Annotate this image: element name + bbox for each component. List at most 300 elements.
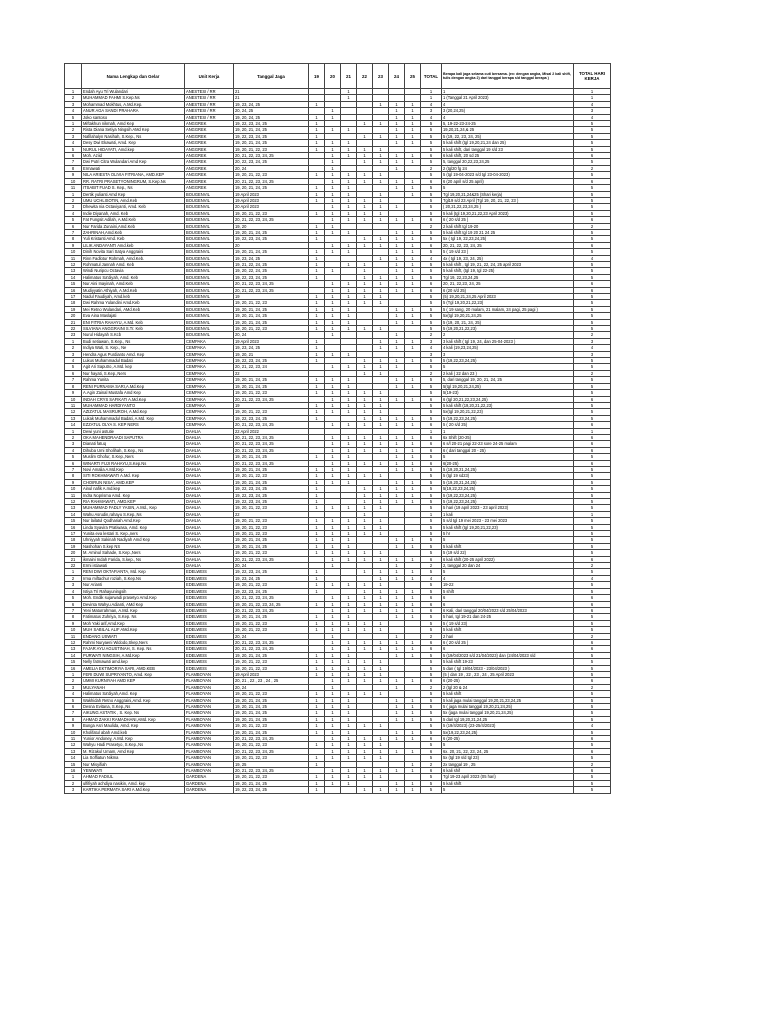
tanggal-jaga: 20, 22, 23, 24, 25 xyxy=(234,159,309,165)
tanggal-jaga: 20, 21, 22, 23, 24, 25 xyxy=(234,447,309,453)
unit-kerja: ANGGREK xyxy=(185,153,234,159)
day-21-mark: 1 xyxy=(341,748,357,754)
keterangan-cell: 3 (20,24,25) xyxy=(442,108,574,114)
staff-name: RENI DWI OKTAFIANTA, Md. Kep xyxy=(82,569,185,575)
keterangan-cell: 5 dari tgl 19,20,21,24,25 xyxy=(442,716,574,722)
total-cell: 5 xyxy=(421,531,442,537)
row-number: 13 xyxy=(65,415,82,421)
day-19-mark: 1 xyxy=(309,505,325,511)
tanggal-jaga: 20, 21, 22, 23, 24, 25 xyxy=(234,595,309,601)
keterangan-cell: 4 xyxy=(442,575,574,581)
day-21-mark: 1 xyxy=(341,614,357,620)
day-22-mark: 1 xyxy=(357,550,373,556)
day-25-mark: 1 xyxy=(405,537,421,543)
day-23-mark: 1 xyxy=(373,441,389,447)
keterangan-cell: 5 kali shift (tgl 19,20,21,22,23) xyxy=(442,524,574,530)
day-25-mark: 1 xyxy=(405,466,421,472)
total-cell: 5 xyxy=(421,524,442,530)
total-hari-cell: 3 xyxy=(574,338,611,344)
day-24-mark: 1 xyxy=(389,313,405,319)
day-23-mark: 1 xyxy=(373,422,389,428)
staff-name: Mudiyyatin Athiyah, A.Md.Keb xyxy=(82,287,185,293)
row-number: 2 xyxy=(65,434,82,440)
unit-kerja: ANGGREK xyxy=(185,140,234,146)
unit-kerja: ANESTESI / RR xyxy=(185,89,234,95)
row-number: 10 xyxy=(65,178,82,184)
row-number: 8 xyxy=(65,165,82,171)
day-22-mark: 1 xyxy=(357,486,373,492)
unit-kerja: CEMPAKA xyxy=(185,383,234,389)
day-25-mark: 1 xyxy=(405,697,421,703)
staff-name: Nur hayati, S.Kep.,Ners xyxy=(82,370,185,376)
day-22-mark: 1 xyxy=(357,287,373,293)
tanggal-jaga: 19, 20, 21, 24, 25 xyxy=(234,716,309,722)
staff-name: Lukus Muhammadul Badati xyxy=(82,358,185,364)
unit-kerja: EDELWEIS xyxy=(185,569,234,575)
unit-kerja: FLAMBOYAN xyxy=(185,691,234,697)
total-hari-cell: 5 xyxy=(574,294,611,300)
total-hari-cell: 1 xyxy=(574,89,611,95)
day-22-mark: 1 xyxy=(357,326,373,332)
day-22-mark: 1 xyxy=(357,121,373,127)
unit-kerja: FLAMBOYAN xyxy=(185,684,234,690)
staff-name: Irma miftachur roziah, S.Kep.Ns xyxy=(82,575,185,581)
total-cell: 5 xyxy=(421,691,442,697)
day-24-mark: 1 xyxy=(389,396,405,402)
day-20-mark: 1 xyxy=(325,614,341,620)
row-number: 13 xyxy=(65,268,82,274)
day-20-mark: 1 xyxy=(325,659,341,665)
day-22-mark: 1 xyxy=(357,569,373,575)
row-number: 13 xyxy=(65,748,82,754)
staff-name: Endah Ayu Tri Wulandari xyxy=(82,89,185,95)
day-20-mark: 1 xyxy=(325,402,341,408)
row-number: 3 xyxy=(65,582,82,588)
day-24-mark: 1 xyxy=(389,646,405,652)
staff-name: Ermi istiawati xyxy=(82,563,185,569)
row-number: 2 xyxy=(65,780,82,786)
day-23-mark: 1 xyxy=(373,415,389,421)
day-19-mark: 1 xyxy=(309,659,325,665)
total-hari-cell: 5 xyxy=(574,300,611,306)
tanggal-jaga: 19, 20, 21, 24, 25 xyxy=(234,185,309,191)
day-24-mark: 1 xyxy=(389,768,405,774)
total-cell: 5 xyxy=(421,210,442,216)
day-19-mark: 1 xyxy=(309,351,325,357)
row-number: 4 xyxy=(65,358,82,364)
day-24-mark: 1 xyxy=(389,319,405,325)
day-19-mark: 1 xyxy=(309,377,325,383)
staff-name: MUHAMMAD HARDIYANTO xyxy=(82,402,185,408)
day-21-mark: 1 xyxy=(341,742,357,748)
row-number: 10 xyxy=(65,627,82,633)
day-21-mark: 1 xyxy=(341,524,357,530)
total-cell: 5 xyxy=(421,659,442,665)
day-21-mark: 1 xyxy=(341,671,357,677)
tanggal-jaga: 22 April 2022 xyxy=(234,428,309,434)
header-ket: Berapa kali jaga selama cuti bersama. (ex: dengan angka, Misal 2 kali shift, tulis dengan angka 2) dari tanggal berapa s/d tanggal berapa ) xyxy=(442,64,574,89)
row-number: 19 xyxy=(65,306,82,312)
row-number: 16 xyxy=(65,287,82,293)
day-24-mark: 1 xyxy=(389,178,405,184)
row-number: 11 xyxy=(65,492,82,498)
day-22-mark: 1 xyxy=(357,678,373,684)
day-25-mark: 1 xyxy=(405,383,421,389)
tanggal-jaga: 19, 20, 22, 24, 25 xyxy=(234,268,309,274)
total-hari-cell: 6 xyxy=(574,646,611,652)
total-hari-cell: 5 xyxy=(574,454,611,460)
staff-name: AZIZATUL MASRUROH, A.Md.Kep xyxy=(82,409,185,415)
unit-kerja: BOUGENVIL xyxy=(185,261,234,267)
day-21-mark: 1 xyxy=(341,409,357,415)
day-21-mark: 1 xyxy=(341,319,357,325)
tanggal-jaga: 20, 21, 22, 23, 24 xyxy=(234,364,309,370)
day-19-mark: 1 xyxy=(309,704,325,710)
unit-kerja: DAHLIA xyxy=(185,466,234,472)
day-21-mark: 1 xyxy=(341,172,357,178)
unit-kerja: BOUGENVIL xyxy=(185,229,234,235)
staff-name: Rista Diana Setiya Ningsih AMd Kep xyxy=(82,127,185,133)
day-19-mark: 1 xyxy=(309,140,325,146)
unit-kerja: DAHLIA xyxy=(185,505,234,511)
day-19-mark: 1 xyxy=(309,454,325,460)
staff-name: Nurul Hidayah S.Kcb xyxy=(82,332,185,338)
total-hari-cell: 6 xyxy=(574,768,611,774)
total-cell: 5 xyxy=(421,780,442,786)
keterangan-cell: 5 (tgl 19 sd23) xyxy=(442,473,574,479)
day-22-mark: 1 xyxy=(357,172,373,178)
row-number: 8 xyxy=(65,383,82,389)
day-24-mark: 1 xyxy=(389,575,405,581)
unit-kerja: CEMPAKA xyxy=(185,358,234,364)
total-hari-cell: 5 xyxy=(574,716,611,722)
row-number: 5 xyxy=(65,454,82,460)
tanggal-jaga: 20, 24 xyxy=(234,165,309,171)
day-23-mark: 1 xyxy=(373,153,389,159)
tanggal-jaga: 19, 22, 23, 24, 25 xyxy=(234,415,309,421)
total-hari-cell: 5 xyxy=(574,671,611,677)
tanggal-jaga: 20, 21, 22, 23, 24, 25 xyxy=(234,287,309,293)
keterangan-cell: 2 xyxy=(442,332,574,338)
keterangan-cell: 5 kali shift 19-23 xyxy=(442,659,574,665)
day-22-mark: 1 xyxy=(357,595,373,601)
day-23-mark: 1 xyxy=(373,505,389,511)
unit-kerja: BOUGENVIL xyxy=(185,326,234,332)
unit-kerja: FLAMBOYAN xyxy=(185,761,234,767)
total-hari-cell: 5 xyxy=(574,197,611,203)
staff-name: MUH SABILAL ALIF AMd.Kep xyxy=(82,627,185,633)
staff-name: FERI DUWI SUPRIYANTO, Amd. Kep xyxy=(82,671,185,677)
staff-name: Nadul Faudiyah, Amd.keb xyxy=(82,294,185,300)
day-20-mark: 1 xyxy=(325,652,341,658)
day-23-mark: 1 xyxy=(373,287,389,293)
total-hari-cell: 4 xyxy=(574,114,611,120)
day-19-mark: 1 xyxy=(309,652,325,658)
tanggal-jaga: 19, 22, 23, 24, 25 xyxy=(234,569,309,575)
day-24-mark: 1 xyxy=(389,652,405,658)
row-number: 9 xyxy=(65,390,82,396)
day-25-mark: 1 xyxy=(405,736,421,742)
tanggal-jaga: 20, 21, 22, 23, 24, 25 xyxy=(234,441,309,447)
total-cell: 2 xyxy=(421,165,442,171)
day-21-mark: 1 xyxy=(341,281,357,287)
day-21-mark: 1 xyxy=(341,550,357,556)
unit-kerja: CEMPAKA xyxy=(185,370,234,376)
total-hari-cell: 5 xyxy=(574,127,611,133)
day-24-mark: 1 xyxy=(389,704,405,710)
total-cell: 5 xyxy=(421,249,442,255)
keterangan-cell: 5 ( 19 s/d 23) xyxy=(442,620,574,626)
tanggal-jaga: 19, 23, 24, 25 xyxy=(234,345,309,351)
day-20-mark: 1 xyxy=(325,178,341,184)
unit-kerja: DAHLIA xyxy=(185,518,234,524)
day-19-mark: 1 xyxy=(309,249,325,255)
row-number: 6 xyxy=(65,153,82,159)
day-23-mark: 1 xyxy=(373,768,389,774)
tanggal-jaga: 19, 20, 21, 24, 25 xyxy=(234,479,309,485)
keterangan-cell: 6 xyxy=(442,595,574,601)
total-cell: 5 xyxy=(421,300,442,306)
total-hari-cell: 5 xyxy=(574,383,611,389)
total-cell: 5 xyxy=(421,294,442,300)
day-23-mark: 1 xyxy=(373,748,389,754)
day-21-mark: 1 xyxy=(341,543,357,549)
day-20-mark: 1 xyxy=(325,165,341,171)
day-20-mark: 1 xyxy=(325,217,341,223)
day-21-mark: 1 xyxy=(341,204,357,210)
staff-name: AMELIA EKTIMORIYA SARI, AMD.KEB xyxy=(82,665,185,671)
row-number: 5 xyxy=(65,114,82,120)
unit-kerja: ANGGREK xyxy=(185,127,234,133)
keterangan-cell: 5 (19,20,21,24,25) xyxy=(442,479,574,485)
day-20-mark: 1 xyxy=(325,409,341,415)
unit-kerja: BOUGENVIL xyxy=(185,306,234,312)
day-19-mark: 1 xyxy=(309,300,325,306)
day-23-mark: 1 xyxy=(373,242,389,248)
keterangan-cell: 5 kali shift, (tgl 19, tgl 22-25) xyxy=(442,268,574,274)
row-number: 16 xyxy=(65,665,82,671)
keterangan-cell: 2 (tgl20 fg 24 xyxy=(442,165,574,171)
day-25-mark: 1 xyxy=(405,345,421,351)
total-cell: 5 xyxy=(421,268,442,274)
unit-kerja: FLAMBOYAN xyxy=(185,768,234,774)
row-number: 7 xyxy=(65,159,82,165)
tanggal-jaga: 19, 22, 23, 24, 25 xyxy=(234,486,309,492)
unit-kerja: ANGGREK xyxy=(185,178,234,184)
day-20-mark: 1 xyxy=(325,191,341,197)
day-20-mark: 1 xyxy=(325,518,341,524)
day-24-mark: 1 xyxy=(389,242,405,248)
day-24-mark: 1 xyxy=(389,684,405,690)
day-19-mark: 1 xyxy=(309,486,325,492)
day-21-mark: 1 xyxy=(341,140,357,146)
day-24-mark: 1 xyxy=(389,499,405,505)
keterangan-cell: 5 (19/04/2023 s/d 21/04/2023) dan (24/04/2023 s/d xyxy=(442,652,574,658)
total-hari-cell: 5 xyxy=(574,704,611,710)
day-23-mark: 1 xyxy=(373,588,389,594)
day-20-mark: 1 xyxy=(325,229,341,235)
total-hari-cell: 4 xyxy=(574,723,611,729)
row-number: 14 xyxy=(65,652,82,658)
day-19-mark: 1 xyxy=(309,313,325,319)
day-23-mark: 1 xyxy=(373,582,389,588)
total-hari-cell: 5 xyxy=(574,659,611,665)
row-number: 10 xyxy=(65,396,82,402)
day-21-mark: 1 xyxy=(341,191,357,197)
day-25-mark: 1 xyxy=(405,127,421,133)
day-20-mark: 1 xyxy=(325,774,341,780)
keterangan-cell: 5 ( 19 s/d 23 ) xyxy=(442,249,574,255)
day-20-mark: 1 xyxy=(325,633,341,639)
row-number: 8 xyxy=(65,236,82,242)
staff-name: Uhniyyah Sakinah Nadiyah Amd Kep xyxy=(82,537,185,543)
day-23-mark: 1 xyxy=(373,486,389,492)
day-22-mark: 1 xyxy=(357,505,373,511)
day-24-mark: 1 xyxy=(389,569,405,575)
unit-kerja: FLAMBOYAN xyxy=(185,716,234,722)
day-21-mark: 1 xyxy=(341,454,357,460)
total-cell: 6 xyxy=(421,601,442,607)
row-number: 15 xyxy=(65,659,82,665)
day-22-mark: 1 xyxy=(357,665,373,671)
day-25-mark: 1 xyxy=(405,114,421,120)
keterangan-cell: 5x(tgl 19,20,21,22,23) xyxy=(442,409,574,415)
day-24-mark: 1 xyxy=(389,454,405,460)
day-20-mark: 1 xyxy=(325,466,341,472)
day-21-mark: 1 xyxy=(341,639,357,645)
keterangan-cell: 6 kali shif xyxy=(442,768,574,774)
day-23-mark: 1 xyxy=(373,133,389,139)
day-21-mark: 1 xyxy=(341,460,357,466)
row-number: 13 xyxy=(65,646,82,652)
day-25-mark: 1 xyxy=(405,543,421,549)
keterangan-cell: 5 kali shift (19,20,21,22,23) xyxy=(442,402,574,408)
total-cell: 5 xyxy=(421,620,442,626)
tanggal-jaga: 19, 20, 21, 22, 23 xyxy=(234,620,309,626)
unit-kerja: FLAMBOYAN xyxy=(185,748,234,754)
day-23-mark: 1 xyxy=(373,210,389,216)
day-23-mark: 1 xyxy=(373,601,389,607)
day-24-mark: 1 xyxy=(389,543,405,549)
keterangan-cell: 6 ( 20 s/d 25 ) xyxy=(442,217,574,223)
day-22-mark: 1 xyxy=(357,755,373,761)
day-19-mark: 1 xyxy=(309,114,325,120)
day-23-mark: 1 xyxy=(373,204,389,210)
day-24-mark: 1 xyxy=(389,204,405,210)
day-21-mark: 1 xyxy=(341,678,357,684)
day-25-mark: 1 xyxy=(405,729,421,735)
keterangan-cell: 2 hari xyxy=(442,633,574,639)
keterangan-cell: 5 (19,22,23,24,25) xyxy=(442,415,574,421)
day-24-mark: 1 xyxy=(389,185,405,191)
row-number: 6 xyxy=(65,370,82,376)
tanggal-jaga: 19, 21, 22, 24, 25 xyxy=(234,261,309,267)
total-hari-cell: 2 xyxy=(574,684,611,690)
tanggal-jaga: 19 April 2023 xyxy=(234,197,309,203)
day-24-mark: 1 xyxy=(389,165,405,171)
day-20-mark: 1 xyxy=(325,434,341,440)
staff-name: CHOIRUN NISA', AMD.KEP xyxy=(82,479,185,485)
unit-kerja: DAHLIA xyxy=(185,511,234,517)
tanggal-jaga: 19, 20, 21, 24, 25 xyxy=(234,229,309,235)
total-hari-cell: 5 xyxy=(574,710,611,716)
total-cell: 1 xyxy=(421,428,442,434)
unit-kerja: EDELWEIS xyxy=(185,646,234,652)
keterangan-cell: Tgl 19-23 april 2023 (05 hari) xyxy=(442,774,574,780)
total-cell: 5 xyxy=(421,492,442,498)
day-22-mark: 1 xyxy=(357,742,373,748)
row-number: 11 xyxy=(65,633,82,639)
staff-name: ikmaini Indah Farida, S.kep., Ns xyxy=(82,556,185,562)
day-21-mark: 1 xyxy=(341,531,357,537)
day-20-mark: 1 xyxy=(325,671,341,677)
day-22-mark: 1 xyxy=(357,499,373,505)
staff-name: Nur Farida Zunaini,Amd.Keb xyxy=(82,223,185,229)
staff-name: Rohmatul Jannah Amd. Keb xyxy=(82,261,185,267)
tanggal-jaga: 19, 20, 21, 24, 25 xyxy=(234,377,309,383)
row-number: 22 xyxy=(65,326,82,332)
day-22-mark: 1 xyxy=(357,159,373,165)
header-total: TOTAL xyxy=(421,64,442,89)
unit-kerja: DAHLIA xyxy=(185,473,234,479)
total-hari-cell: 5 xyxy=(574,466,611,472)
row-number: 1 xyxy=(65,428,82,434)
total-cell: 5 xyxy=(421,191,442,197)
total-cell: 4 xyxy=(421,345,442,351)
unit-kerja: ANGGREK xyxy=(185,165,234,171)
day-22-mark: 1 xyxy=(357,402,373,408)
day-21-mark: 1 xyxy=(341,646,357,652)
unit-kerja: BOUGENVIL xyxy=(185,191,234,197)
day-25-mark: 1 xyxy=(405,217,421,223)
keterangan-cell: 2 kali shift tgl 19-20 xyxy=(442,223,574,229)
unit-kerja: FLAMBOYAN xyxy=(185,742,234,748)
staff-name: ANUR AGA SANDI PRAHARA xyxy=(82,108,185,114)
total-cell: 5 xyxy=(421,723,442,729)
staff-name: Budi setiawan, S.Kep., Ns xyxy=(82,338,185,344)
day-23-mark: 1 xyxy=(373,396,389,402)
day-23-mark: 1 xyxy=(373,236,389,242)
day-22-mark: 1 xyxy=(357,300,373,306)
unit-kerja: CEMPAKA xyxy=(185,338,234,344)
staff-name: Halimatus Sa'diyah,Amd. Kep xyxy=(82,691,185,697)
day-20-mark: 1 xyxy=(325,197,341,203)
total-cell: 5 xyxy=(421,409,442,415)
keterangan-cell: 3 xyxy=(442,351,574,357)
day-21-mark: 1 xyxy=(341,300,357,306)
total-hari-cell: 5 xyxy=(574,402,611,408)
day-20-mark: 1 xyxy=(325,742,341,748)
day-21-mark: 1 xyxy=(341,582,357,588)
total-hari-cell: 5 xyxy=(574,486,611,492)
day-23-mark: 1 xyxy=(373,159,389,165)
day-20-mark: 1 xyxy=(325,300,341,306)
total-hari-cell: 6 xyxy=(574,556,611,562)
total-hari-cell: 5 xyxy=(574,691,611,697)
day-24-mark: 1 xyxy=(389,447,405,453)
total-cell: 5 xyxy=(421,236,442,242)
tanggal-jaga: 19, 22, 23, 24, 25 xyxy=(234,133,309,139)
keterangan-cell: 4 xyxy=(442,114,574,120)
row-number: 3 xyxy=(65,787,82,793)
day-23-mark: 1 xyxy=(373,518,389,524)
day-23-mark: 1 xyxy=(373,370,389,376)
day-19-mark: 1 xyxy=(309,326,325,332)
day-21-mark: 1 xyxy=(341,210,357,216)
keterangan-cell: 5 hari (19 april 2023 - 23 april 2023) xyxy=(442,505,574,511)
tanggal-jaga: 20, 24 xyxy=(234,633,309,639)
total-cell: 5 xyxy=(421,787,442,793)
